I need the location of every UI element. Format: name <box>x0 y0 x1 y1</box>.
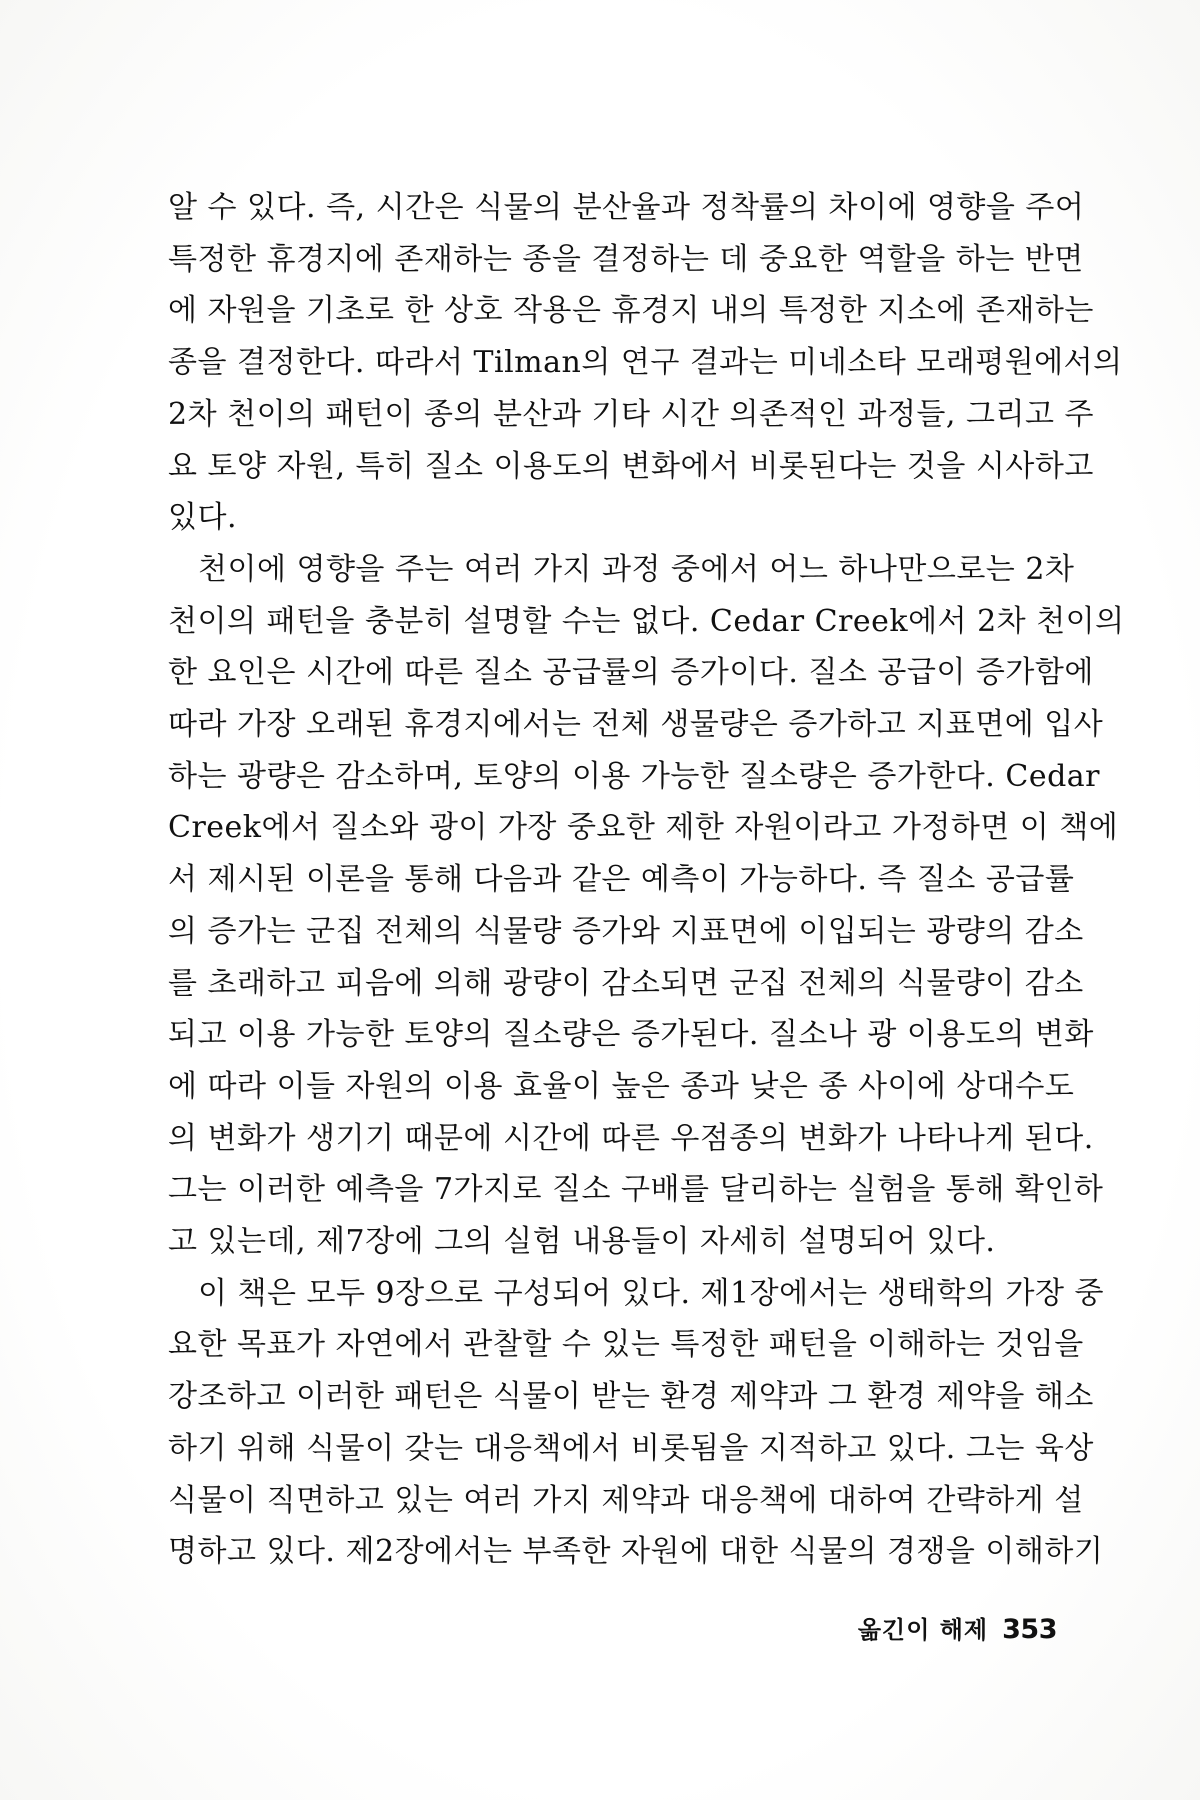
text-line: 천이의 패턴을 충분히 설명할 수는 없다. Cedar Creek에서 2차 천이의 <box>168 603 1125 639</box>
text-line: 요 토양 자원, 특히 질소 이용도의 변화에서 비롯된다는 것을 시사하고 <box>168 448 1094 484</box>
paragraph-1 <box>168 182 1123 544</box>
text-line: 2차 천이의 패턴이 종의 분산과 기타 시간 의존적인 과정들, 그리고 주 <box>168 396 1094 432</box>
text-line: 특정한 휴경지에 존재하는 종을 결정하는 데 중요한 역할을 하는 반면 <box>168 241 1084 277</box>
text-line: 강조하고 이러한 패턴은 식물이 받는 환경 제약과 그 환경 제약을 해소 <box>168 1379 1094 1415</box>
text-line: 알 수 있다. 즉, 시간은 식물의 분산율과 정착률의 차이에 영향을 주어 <box>168 190 1085 225</box>
page-footer <box>858 1610 1057 1645</box>
text-line: Creek에서 질소와 광이 가장 중요한 제한 자원이라고 가정하면 이 책에 <box>168 810 1119 846</box>
text-line: 그는 이러한 예측을 7가지로 질소 구배를 달리하는 실험을 통해 확인하 <box>168 1172 1104 1208</box>
text-line: 종을 결정한다. 따라서 Tilman의 연구 결과는 미네소타 모래평원에서의 <box>168 345 1123 381</box>
text-line: 명하고 있다. 제2장에서는 부족한 자원에 대한 식물의 경쟁을 이해하기 <box>168 1534 1104 1570</box>
page-number: 353 <box>1002 1614 1057 1645</box>
text-line: 의 변화가 생기기 때문에 시간에 따른 우점종의 변화가 나타나게 된다. <box>168 1120 1094 1156</box>
text-line: 한 요인은 시간에 따른 질소 공급률의 증가이다. 질소 공급이 증가함에 <box>168 655 1094 691</box>
text-line: 따라 가장 오래된 휴경지에서는 전체 생물량은 증가하고 지표면에 입사 <box>168 707 1104 743</box>
text-line: 에 따라 이들 자원의 이용 효율이 높은 종과 낮은 종 사이에 상대수도 <box>168 1068 1075 1104</box>
text-line: 를 초래하고 피음에 의해 광량이 감소되면 군집 전체의 식물량이 감소 <box>168 965 1084 1001</box>
text-line: 에 자원을 기초로 한 상호 작용은 휴경지 내의 특정한 지소에 존재하는 <box>168 293 1094 329</box>
text-line: 이 책은 모두 9장으로 구성되어 있다. 제1장에서는 생태학의 가장 중 <box>198 1275 1105 1311</box>
paragraph-3 <box>168 1268 1105 1578</box>
text-line: 되고 이용 가능한 토양의 질소량은 증가된다. 질소나 광 이용도의 변화 <box>168 1017 1094 1053</box>
text-line: 서 제시된 이론을 통해 다음과 같은 예측이 가능하다. 즉 질소 공급률 <box>168 862 1075 898</box>
text-line: 있다. <box>168 500 237 536</box>
text-line: 고 있는데, 제7장에 그의 실험 내용들이 자세히 설명되어 있다. <box>168 1224 996 1260</box>
paragraph-2 <box>168 544 1125 1268</box>
text-line: 요한 목표가 자연에서 관찰할 수 있는 특정한 패턴을 이해하는 것임을 <box>168 1327 1084 1363</box>
text-line: 식물이 직면하고 있는 여러 가지 제약과 대응책에 대하여 간략하게 설 <box>168 1482 1084 1518</box>
text-line: 하기 위해 식물이 갖는 대응책에서 비롯됨을 지적하고 있다. 그는 육상 <box>168 1430 1094 1466</box>
running-footer-label: 옮긴이 해제 <box>857 1616 989 1644</box>
body-text <box>168 182 1125 1578</box>
text-line: 천이에 영향을 주는 여러 가지 과정 중에서 어느 하나만으로는 2차 <box>198 551 1075 587</box>
text-line: 의 증가는 군집 전체의 식물량 증가와 지표면에 이입되는 광량의 감소 <box>168 913 1084 949</box>
text-line: 하는 광량은 감소하며, 토양의 이용 가능한 질소량은 증가한다. Cedar <box>168 758 1100 794</box>
